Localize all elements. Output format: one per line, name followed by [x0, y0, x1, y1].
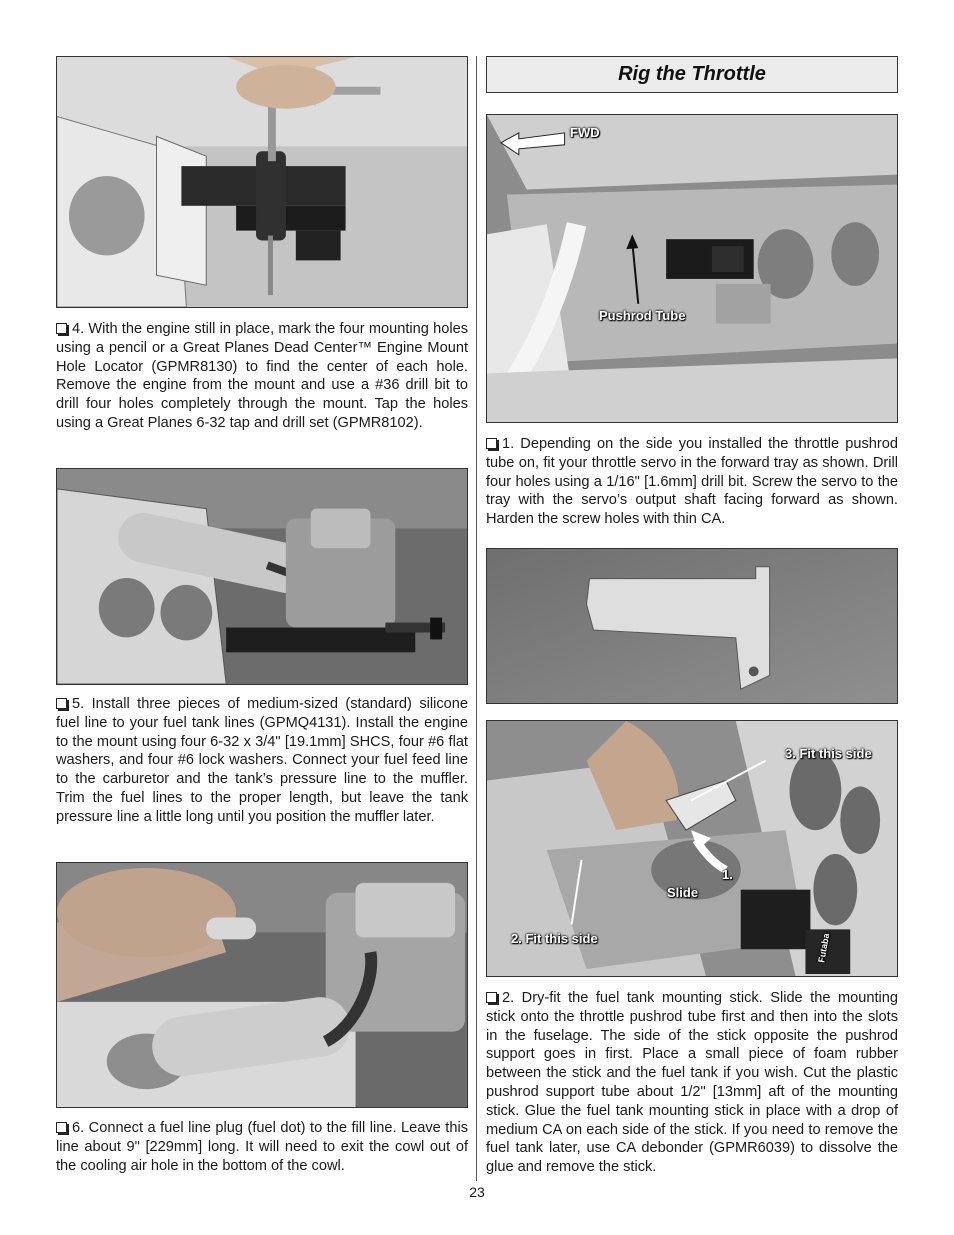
photo-fuel-line-plug-image [57, 863, 467, 1107]
photo-engine-installed [56, 468, 468, 685]
photo-fuel-line-plug [56, 862, 468, 1108]
photo-throttle-servo [486, 114, 898, 423]
photo-mounting-stick-image [487, 549, 897, 703]
step-4-checkbox[interactable] [56, 323, 67, 334]
rig-step-1-text [486, 435, 898, 529]
callout-fwd: FWD [570, 125, 600, 140]
rig-step-1-checkbox[interactable] [486, 438, 497, 449]
photo-engine-installed-image [57, 469, 467, 684]
step-5-checkbox[interactable] [56, 698, 67, 709]
rig-step-1-body: 1. Depending on the side you installed the throttle pushrod tube on, fit your throttle servo in the forward tray as shown. Drill four holes using a 1/16" [1.6mm] drill bit. Screw the servo to the tray with the servo’s output shaft facing forward as shown. Harden the screw holes with thin CA. [486, 436, 898, 528]
section-title-box [486, 56, 898, 93]
servo-label: Futaba [816, 932, 832, 964]
photo-tapping-engine-mount [56, 56, 468, 308]
photo-tapping-engine-mount-image [57, 57, 467, 307]
callout-fit-side-2: 2. Fit this side [511, 931, 598, 946]
step-4-text [56, 320, 468, 433]
step-4-body: 4. With the engine still in place, mark the four mounting holes using a pencil or a Great Planes Dead Center™ Engine Mount Hole Locator (GPMR8130) to find the center of each hole. Remove the engine from the mount and use a #36 drill bit to drill four holes completely through the mount. Tap the holes using a Great Planes 6-32 tap and drill set (GPMR8102). [56, 321, 468, 431]
step-6-body: 6. Connect a fuel line plug (fuel dot) to the fill line. Leave this line about 9" [229mm] long. It will need to exit the cowl out of the cooling air hole in the bottom of the cowl. [56, 1120, 468, 1174]
callout-step-one: 1. [722, 867, 733, 882]
step-6-checkbox[interactable] [56, 1122, 67, 1133]
step-5-text [56, 695, 468, 827]
column-divider [476, 56, 477, 1181]
page-number: 23 [469, 1184, 485, 1200]
step-6-text [56, 1119, 468, 1175]
rig-step-2-text [486, 989, 898, 1177]
step-5-body: 5. Install three pieces of medium-sized (standard) silicone fuel line to your fuel tank lines (GPMQ4131). Install the engine to the mount using four 6-32 x 3/4" [19.1mm] SHCS, four #6 flat washers, and four #6 lock washers. Connect your fuel feed line to the carburetor and the tank’s pressure line to the muffler. Trim the fuel lines to the proper length, but leave the tank pressure line a little long until you position the muffler later. [56, 696, 468, 825]
rig-step-2-checkbox[interactable] [486, 992, 497, 1003]
photo-throttle-servo-image [487, 115, 897, 422]
photo-mounting-stick [486, 548, 898, 704]
callout-pushrod-tube: Pushrod Tube [599, 308, 686, 323]
callout-fit-side-3: 3. Fit this side [785, 746, 872, 761]
section-title: Rig the Throttle [618, 63, 766, 85]
photo-fit-mounting-stick [486, 720, 898, 977]
rig-step-2-body: 2. Dry-fit the fuel tank mounting stick. Slide the mounting stick onto the throttle pushrod tube first and then into the slots in the fuselage. The side of the stick opposite the pushrod support goes in first. Place a small piece of foam rubber between the stick and the fuel tank if you wish. Cut the plastic pushrod support tube about 1/2" [13mm] aft of the mounting stick. Glue the fuel tank mounting stick in place with a drop of medium CA on each side of the stick. If you need to remove the fuel tank later, use CA debonder (GPMR6039) to dissolve the glue and remove the stick. [486, 990, 898, 1176]
callout-slide: Slide [667, 885, 699, 900]
